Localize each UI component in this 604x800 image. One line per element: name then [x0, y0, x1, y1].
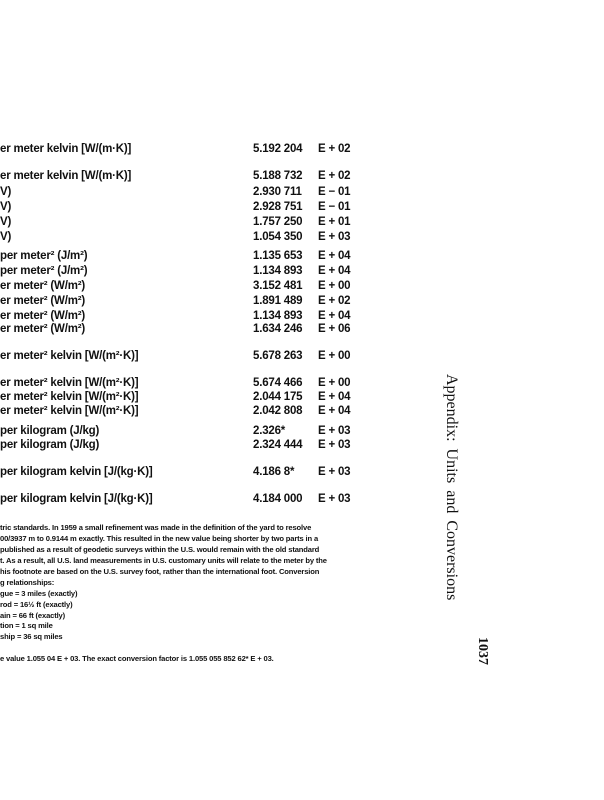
factor-value: 4.184 000 [253, 493, 303, 505]
unit-label: er meter² (W/m²) [0, 323, 85, 335]
factor-exponent: E + 03 [318, 231, 351, 243]
factor-exponent: E + 03 [318, 466, 351, 478]
factor-exponent: E + 04 [318, 391, 351, 403]
factor-exponent: E + 00 [318, 280, 351, 292]
factor-value: 2.928 751 [253, 201, 303, 213]
factor-exponent: E + 02 [318, 170, 351, 182]
footnote-line: tric standards. In 1959 a small refinement was made in the definition of the yard to resolve [0, 523, 312, 532]
unit-label: per meter² (J/m²) [0, 265, 88, 277]
unit-label: V) [0, 216, 12, 228]
unit-label: er meter² kelvin [W/(m²·K)] [0, 377, 139, 389]
factor-value: 1.135 653 [253, 250, 303, 262]
factor-exponent: E + 00 [318, 350, 351, 362]
factor-exponent: E + 02 [318, 143, 351, 155]
unit-label: per kilogram kelvin [J/(kg·K)] [0, 466, 153, 478]
unit-label: er meter² kelvin [W/(m²·K)] [0, 405, 139, 417]
unit-label: per kilogram kelvin [J/(kg·K)] [0, 493, 153, 505]
factor-exponent: E + 04 [318, 250, 351, 262]
factor-value: 1.891 489 [253, 295, 303, 307]
unit-label: er meter² kelvin [W/(m²·K)] [0, 391, 139, 403]
unit-label: V) [0, 231, 12, 243]
factor-exponent: E − 01 [318, 186, 351, 198]
footnote-line: ship = 36 sq miles [0, 632, 63, 641]
unit-label: er meter² (W/m²) [0, 310, 85, 322]
factor-value: 2.324 444 [253, 439, 303, 451]
unit-label: er meter² (W/m²) [0, 295, 85, 307]
factor-value: 5.188 732 [253, 170, 303, 182]
factor-value: 1.054 350 [253, 231, 303, 243]
footnote-line: 00/3937 m to 0.9144 m exactly. This resulted in the new value being shorter by two parts in a [0, 534, 319, 543]
factor-value: 3.152 481 [253, 280, 303, 292]
factor-value: 2.044 175 [253, 391, 303, 403]
unit-label: er meter² (W/m²) [0, 280, 85, 292]
running-head: Appendix: Units and Conversions [443, 374, 460, 601]
factor-value: 2.042 808 [253, 405, 303, 417]
footnote-line: published as a result of geodetic surveys within the U.S. would remain with the old standard [0, 545, 320, 554]
factor-exponent: E + 00 [318, 377, 351, 389]
factor-exponent: E + 04 [318, 265, 351, 277]
footnote-line: rod = 16½ ft (exactly) [0, 600, 73, 609]
unit-label: per kilogram (J/kg) [0, 425, 100, 437]
unit-label: er meter² kelvin [W/(m²·K)] [0, 350, 139, 362]
factor-value: 5.192 204 [253, 143, 303, 155]
factor-value: 5.674 466 [253, 377, 303, 389]
factor-value: 1.134 893 [253, 310, 303, 322]
factor-exponent: E + 03 [318, 425, 351, 437]
footnote-line: t. As a result, all U.S. land measurements in U.S. customary units will relate to the meter by the [0, 556, 327, 565]
footnote-line: e value 1.055 04 E + 03. The exact conversion factor is 1.055 055 852 62* E + 03. [0, 654, 274, 663]
factor-exponent: E + 02 [318, 295, 351, 307]
factor-exponent: E + 04 [318, 405, 351, 417]
unit-label: V) [0, 201, 12, 213]
footnote-line: tion = 1 sq mile [0, 621, 53, 630]
factor-value: 1.634 246 [253, 323, 303, 335]
unit-label: V) [0, 186, 12, 198]
page-number: 1037 [475, 637, 490, 665]
footnote-line: his footnote are based on the U.S. survey foot, rather than the international foot. Conversion [0, 567, 320, 576]
unit-label: per kilogram (J/kg) [0, 439, 100, 451]
factor-value: 1.134 893 [253, 265, 303, 277]
factor-exponent: E + 03 [318, 493, 351, 505]
factor-exponent: E + 01 [318, 216, 351, 228]
factor-exponent: E − 01 [318, 201, 351, 213]
factor-value: 4.186 8* [253, 466, 295, 478]
factor-exponent: E + 06 [318, 323, 351, 335]
unit-label: er meter kelvin [W/(m·K)] [0, 170, 132, 182]
factor-value: 2.930 711 [253, 186, 302, 198]
factor-value: 5.678 263 [253, 350, 303, 362]
unit-label: per meter² (J/m²) [0, 250, 88, 262]
factor-value: 2.326* [253, 425, 286, 437]
unit-label: er meter kelvin [W/(m·K)] [0, 143, 132, 155]
factor-exponent: E + 03 [318, 439, 351, 451]
footnote-line: ain = 66 ft (exactly) [0, 611, 66, 620]
factor-exponent: E + 04 [318, 310, 351, 322]
footnote-line: gue = 3 miles (exactly) [0, 589, 78, 598]
footnote-line: g relationships: [0, 578, 55, 587]
factor-value: 1.757 250 [253, 216, 303, 228]
